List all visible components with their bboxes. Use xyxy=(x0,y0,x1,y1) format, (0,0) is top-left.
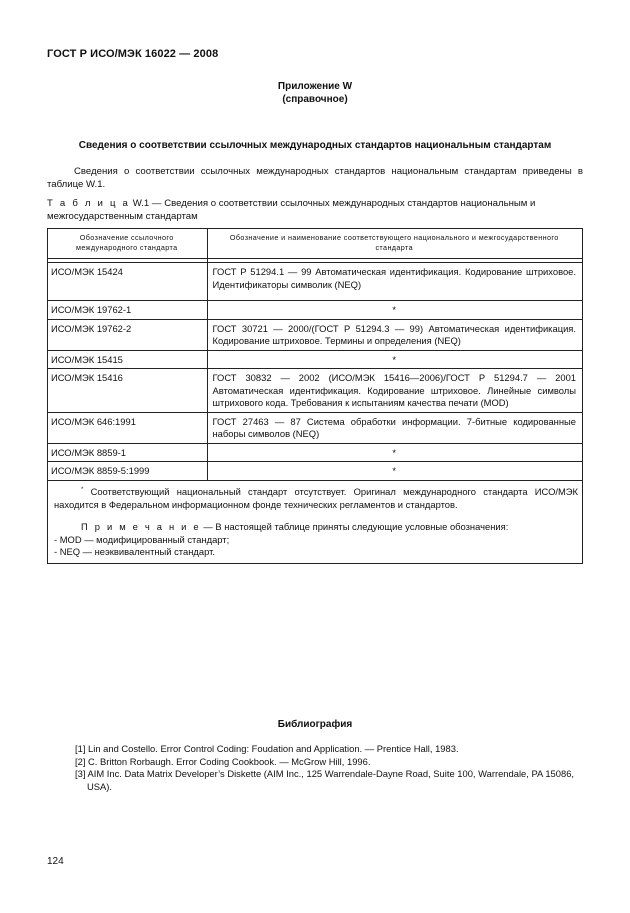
bibliography-item: [1] Lin and Costello. Error Control Coding: Foudation and Application. — Prentice Hall, 1983. xyxy=(75,743,459,754)
table-note xyxy=(54,521,578,559)
national-cell: * xyxy=(207,443,582,462)
table-row xyxy=(48,301,582,320)
note-label: П р и м е ч а н и е xyxy=(81,521,201,532)
table-caption-label: Т а б л и ц а xyxy=(47,198,131,209)
note-heading xyxy=(54,521,578,534)
ref-cell: ИСО/МЭК 15416 xyxy=(48,369,207,413)
page-number: 124 xyxy=(47,856,64,867)
table-row xyxy=(48,412,582,443)
table-row xyxy=(48,263,582,301)
column-header-ref: Обозначение ссылочного международного стандарта xyxy=(48,229,207,259)
national-cell: ГОСТ 30721 — 2000/(ГОСТ Р 51294.3 — 99) Автоматическая идентификация. Кодирование штриховое. Термины и определения (NEQ) xyxy=(207,319,582,350)
ref-cell: ИСО/МЭК 19762-2 xyxy=(48,319,207,350)
document-header: ГОСТ Р ИСО/МЭК 16022 — 2008 xyxy=(47,48,219,60)
section-title: Сведения о соответствии ссылочных международных стандартов национальным стандартам xyxy=(78,140,552,151)
table-header-row xyxy=(48,229,582,259)
note-item: - NEQ — неэквивалентный стандарт. xyxy=(54,546,215,557)
annex-subtitle: (справочное) xyxy=(282,94,348,105)
bibliography-title: Библиография xyxy=(277,719,353,730)
table-caption-text: W.1 — Сведения о соответствии ссылочных международных стандартов национальным и межгосударственным стандартам xyxy=(47,198,536,222)
intro-paragraph: Сведения о соответствии ссылочных международных стандартов национальным стандартам приведены в таблице W.1. xyxy=(47,166,583,190)
note-text: — В настоящей таблице приняты следующие условные обозначения: xyxy=(200,521,509,532)
table-row xyxy=(48,369,582,413)
column-header-national: Обозначение и наименование соответствующего национального и межгосударственного стандарта xyxy=(207,229,582,259)
table-row xyxy=(48,319,582,350)
ref-cell: ИСО/МЭК 15424 xyxy=(48,263,207,301)
bibliography-item: [2] C. Britton Rorbaugh. Error Coding Cookbook. — McGrow Hill, 1996. xyxy=(75,755,371,767)
table-footnote xyxy=(54,484,578,511)
national-cell: * xyxy=(207,301,582,320)
note-item: - MOD — модифицированный стандарт; xyxy=(54,533,230,545)
footnote-text: Соответствующий национальный стандарт отсутствует. Оригинал международного стандарта ИСО/МЭК находится в Федеральном информационном фонде технических регламентов и стандартов. xyxy=(54,486,578,510)
footnote-mark: * xyxy=(81,487,84,493)
table-caption xyxy=(47,198,583,223)
table-row xyxy=(48,462,582,481)
bibliography-list xyxy=(75,743,583,793)
national-cell: ГОСТ 27463 — 87 Система обработки информации. 7-битные кодированные наборы символов (NEQ) xyxy=(207,412,582,443)
ref-cell: ИСО/МЭК 15415 xyxy=(48,350,207,369)
bibliography-item: [3] AIM Inc. Data Matrix Developer’s Diskette (AIM Inc., 125 Warrendale-Dayne Road, Suite 100, Warrendale, PA 15086, USA). xyxy=(75,768,575,792)
table-row xyxy=(48,350,582,369)
national-cell: * xyxy=(207,350,582,369)
annex-heading xyxy=(0,80,630,106)
annex-title: Приложение W xyxy=(277,81,353,92)
ref-cell: ИСО/МЭК 8859-5:1999 xyxy=(48,462,207,481)
correspondence-table xyxy=(47,228,583,564)
ref-cell: ИСО/МЭК 8859-1 xyxy=(48,443,207,462)
national-cell: ГОСТ Р 51294.1 — 99 Автоматическая идентификация. Кодирование штриховое. Идентификаторы символик (NEQ) xyxy=(207,263,582,301)
national-cell: * xyxy=(207,462,582,481)
ref-cell: ИСО/МЭК 646:1991 xyxy=(48,412,207,443)
table-row xyxy=(48,443,582,462)
national-cell: ГОСТ 30832 — 2002 (ИСО/МЭК 15416—2006)/ГОСТ Р 51294.7 — 2001 Автоматическая идентификация. Кодирование штриховое. Линейные символы штрихового кода. Требования к испытаниям качества печати (MOD) xyxy=(207,369,582,413)
ref-cell: ИСО/МЭК 19762-1 xyxy=(48,301,207,320)
